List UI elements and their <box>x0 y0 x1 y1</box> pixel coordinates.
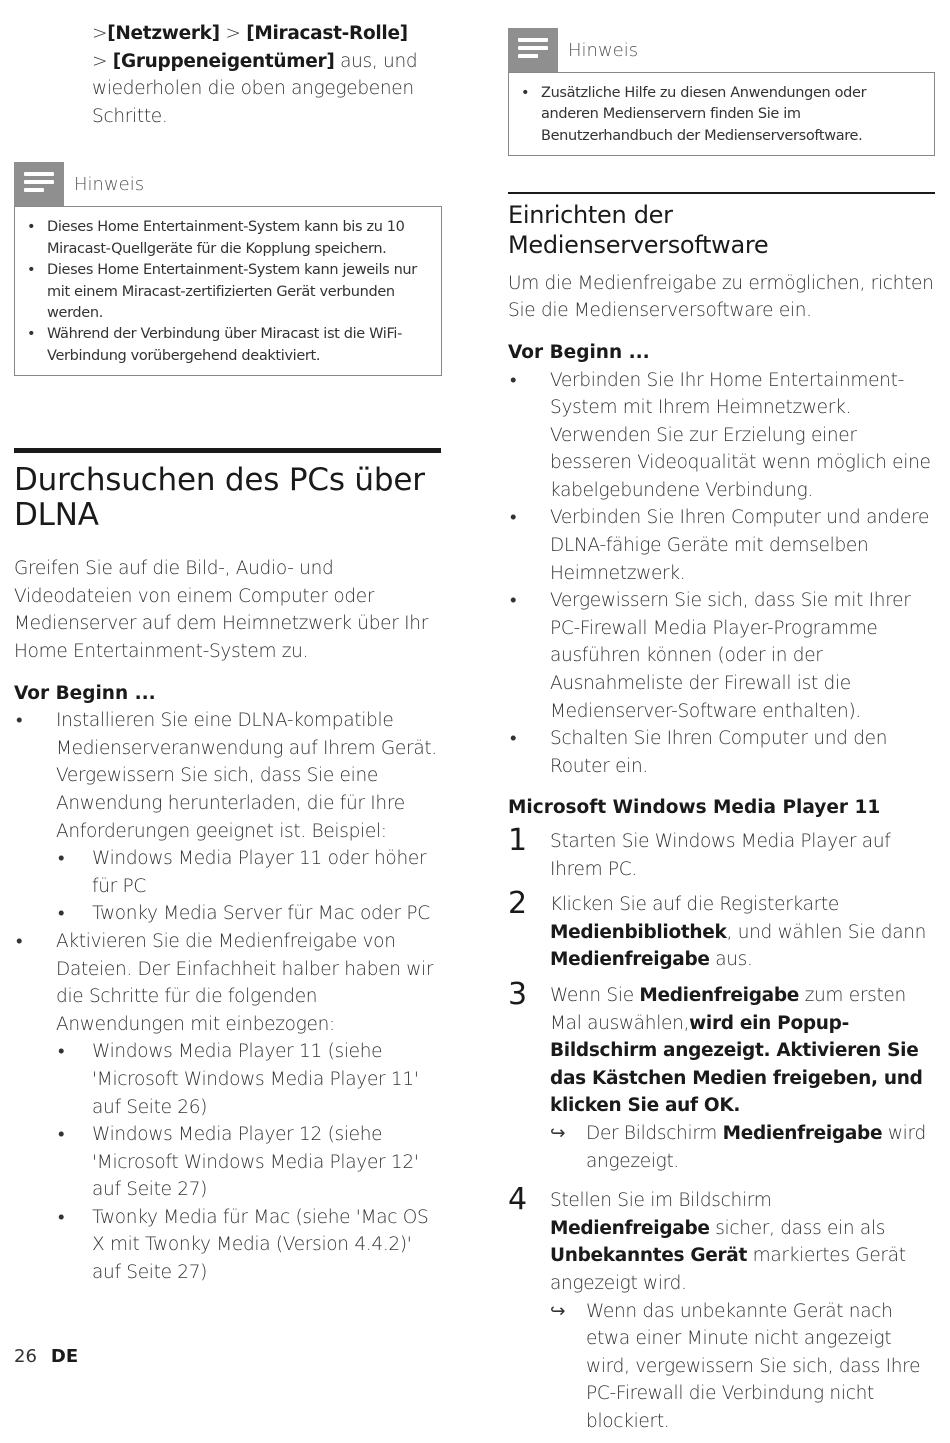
menu-path-item-miracast-rolle: [Miracast-Rolle] <box>246 23 408 44</box>
list-item: • Verbinden Sie Ihren Computer und andere DLNA-fähige Geräte mit demselben Heimnetzwerk. <box>508 504 935 587</box>
page-number: 26 <box>14 1346 37 1367</box>
result-text: wird angezeigt. <box>586 1122 926 1172</box>
intro-paragraph <box>92 20 432 130</box>
step-text: zum ersten Mal auswählen, <box>550 984 906 1034</box>
step-number: 3 <box>508 976 527 1012</box>
result-text: Wenn das unbekannte Gerät nach etwa einer Minute nicht angezeigt wird, vergewissern Sie sich, dass Ihre PC-Firewall die Verbindung nicht blockiert. <box>586 1300 921 1432</box>
steps-list <box>508 823 935 1435</box>
menu-path-item-gruppeneigentuemer: [Gruppeneigentümer] <box>112 50 335 72</box>
step-text-bold: Medienbibliothek <box>550 921 727 943</box>
note-item: • Dieses Home Entertainment-System kann bis zu 10 Miracast-Quellgeräte für die Kopplung speichern. <box>25 217 431 260</box>
section-rule <box>508 192 935 194</box>
result-text-bold: Medienfreigabe <box>722 1122 883 1144</box>
step-text-bold: wird ein Popup-Bildschirm angezeigt. Aktivieren Sie das Kästchen Medien freigeben, und klicken Sie auf OK. <box>550 1012 923 1117</box>
note-item: • Während der Verbindung über Miracast ist die WiFi-Verbindung vorübergehend deaktiviert. <box>25 324 431 367</box>
language-code: DE <box>50 1346 79 1367</box>
section-intro: Greifen Sie auf die Bild-, Audio- und Videodateien von einem Computer oder Medienserver auf dem Heimnetzwerk über Ihr Home Entertainment-System zu. <box>14 558 429 662</box>
wmp-title: Microsoft Windows Media Player 11 <box>508 797 881 819</box>
step-text: Wenn Sie <box>550 984 640 1006</box>
menu-path-sep-1: > <box>92 23 108 44</box>
list-item-text: Installieren Sie eine DLNA-kompatible Medienserveranwendung auf Ihrem Gerät. Vergewissern Sie sich, dass Sie eine Anwendung herunterladen, die für Ihre Anforderungen geeignet ist. Beispiel: <box>56 710 437 842</box>
note-title: Hinweis <box>74 174 145 196</box>
section-intro: Um die Medienfreigabe zu ermöglichen, richten Sie die Medienserversoftware ein. <box>508 272 934 322</box>
result-text: Der Bildschirm <box>586 1122 723 1144</box>
step-text: Stellen Sie im Bildschirm <box>550 1190 772 1212</box>
before-label: Vor Beginn ... <box>508 341 650 363</box>
menu-path-sep-2: > <box>219 23 247 44</box>
result-arrow-icon: ↪ <box>550 1122 566 1144</box>
list-subitem: • Windows Media Player 11 (siehe 'Microsoft Windows Media Player 11' auf Seite 26) <box>56 1038 442 1121</box>
section-title: Durchsuchen des PCs über DLNA <box>14 462 425 534</box>
step-text-bold: Medienfreigabe <box>550 1217 710 1239</box>
step-result <box>550 1120 935 1175</box>
page-footer <box>14 1346 78 1367</box>
list-item <box>14 928 442 1287</box>
note-box <box>508 72 935 156</box>
step-text-bold: Medienfreigabe <box>550 949 710 971</box>
note-title: Hinweis <box>568 40 639 61</box>
step <box>508 823 935 883</box>
note-icon <box>508 28 558 72</box>
requirements-list <box>14 707 442 1286</box>
note-box <box>14 206 442 376</box>
step-result <box>550 1298 935 1436</box>
step-text: Starten Sie Windows Media Player auf Ihrem PC. <box>550 831 891 880</box>
note-item: • Dieses Home Entertainment-System kann jeweils nur mit einem Miracast-zertifizierten Gerät verbunden werden. <box>25 260 431 324</box>
step <box>508 976 935 1175</box>
list-subitem: • Windows Media Player 12 (siehe 'Microsoft Windows Media Player 12' auf Seite 27) <box>56 1121 442 1204</box>
menu-path-sep-3: > <box>92 50 113 72</box>
list-subitem: • Windows Media Player 11 oder höher für PC <box>56 845 442 900</box>
step-text: Klicken Sie auf die Registerkarte <box>550 894 839 916</box>
note-icon <box>14 162 64 206</box>
step-number: 4 <box>508 1182 527 1218</box>
list-item: • Schalten Sie Ihren Computer und den Router ein. <box>508 725 935 780</box>
step-text: markiertes Gerät angezeigt wird. <box>550 1245 906 1294</box>
menu-path-item-netzwerk: [Netzwerk] <box>107 23 220 44</box>
requirements-list <box>508 367 935 781</box>
left-column <box>14 20 442 1287</box>
step <box>508 886 935 974</box>
list-item-text: Aktivieren Sie die Medienfreigabe von Dateien. Der Einfachheit halber haben wir die Schritte für die folgenden Anwendungen mit einbezogen: <box>56 930 434 1035</box>
note-left <box>14 162 442 376</box>
section-rule <box>14 448 441 453</box>
step-number: 2 <box>508 886 527 922</box>
step <box>508 1182 935 1435</box>
step-text-bold: Unbekanntes Gerät <box>550 1245 748 1267</box>
list-item <box>14 707 442 928</box>
intro-tail: aus, und wiederholen die oben angegebenen Schritte. <box>92 50 418 127</box>
list-item: • Vergewissern Sie sich, dass Sie mit Ihrer PC-Firewall Media Player-Programme ausführen können (oder in der Ausnahmeliste der Firewall ist die Medienserver-Software enthalten). <box>508 587 935 725</box>
step-number: 1 <box>508 823 527 858</box>
note-item: • Zusätzliche Hilfe zu diesen Anwendungen oder anderen Medienservern finden Sie im Benutzerhandbuch der Medienserversoftware. <box>519 83 924 147</box>
note-right <box>508 28 935 156</box>
note-header <box>14 162 442 206</box>
result-arrow-icon: ↪ <box>550 1300 566 1322</box>
step-text: sicher, dass ein als <box>709 1217 886 1239</box>
step-text: aus. <box>709 949 753 971</box>
step-text: , und wählen Sie dann <box>726 921 927 943</box>
note-header <box>508 28 935 72</box>
list-item: • Verbinden Sie Ihr Home Entertainment-System mit Ihrem Heimnetzwerk. Verwenden Sie zur Erzielung einer besseren Videoqualität wenn möglich eine kabelgebundene Verbindung. <box>508 367 935 505</box>
right-column <box>508 28 935 1443</box>
step-text-bold: Medienfreigabe <box>639 984 800 1006</box>
list-subitem: • Twonky Media Server für Mac oder PC <box>56 900 442 928</box>
list-subitem: • Twonky Media für Mac (siehe 'Mac OS X mit Twonky Media (Version 4.4.2)' auf Seite 27) <box>56 1204 442 1287</box>
section-title: Einrichten der Medienserversoftware <box>508 200 769 259</box>
before-label: Vor Beginn ... <box>14 682 156 704</box>
